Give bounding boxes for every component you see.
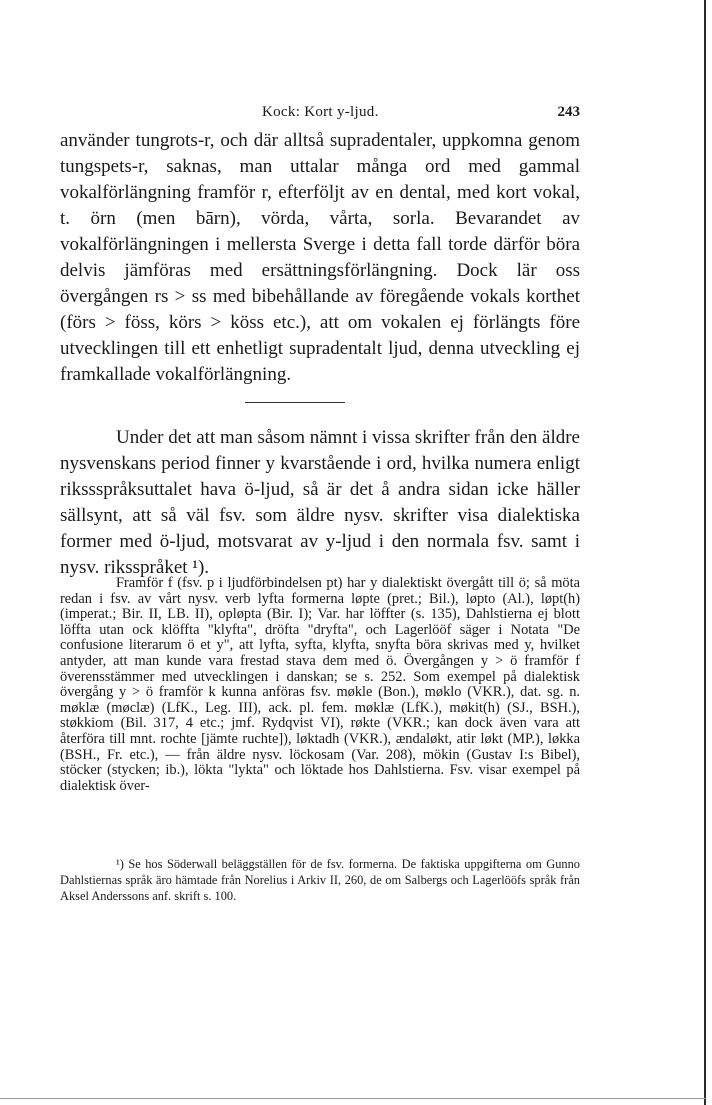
section-divider xyxy=(245,402,345,403)
footnote: ¹) Se hos Söderwall beläggställen för de fsv. formerna. De faktiska uppgifterna om Gunno Dahlstiernas språk äro hämtade från Norelius i Arkiv II, 260, de om Salbergs och Lagerlööfs språk från Aksel Anderssons anf. skrift s. 100. xyxy=(60,857,580,903)
page-header xyxy=(60,100,580,124)
page-edge xyxy=(704,0,706,1105)
paragraph-continuation: använder tungrots-r, och där alltså supradentaler, uppkomna genom tungspets-r, saknas, man uttalar många ord med gammal vokalförlängning framför r, efterföljt av en dental, med kort vokal, t. örn (men bārn), vörda, vårta, sorla. Bevarandet av vokalförlängningen i mellersta Sverge i detta fall torde därför böra delvis jämföras med ersättningsförlängning. Dock lär oss övergången rs > ss med bibehållande av föregående vokals korthet (förs > föss, körs > köss etc.), att om vokalen ej förlängts före utvecklingen till ett enhetligt supradentalt ljud, denna utveckling ej framkallade vokalförlängning. xyxy=(60,130,580,385)
page-number: 243 xyxy=(557,104,580,120)
paragraph-main: Under det att man såsom nämnt i vissa skrifter från den äldre nysvenskans period finner y kvarstående i ord, hvilka numera enligt rikssspråksuttalet hava ö-ljud, så är det å andra sidan icke häller sällsynt, att så väl fsv. som äldre nysv. skrifter visa dialektiska former med ö-ljud, motsvarat av y-ljud i den normala fsv. samt i nysv. riksspråket ¹). xyxy=(60,427,580,578)
running-head: Kock: Kort y-ljud. xyxy=(262,104,379,120)
page-edge xyxy=(0,1098,706,1099)
paragraph-small-print: Framför f (fsv. p i ljudförbindelsen pt) har y dialektiskt övergått till ö; så möta redan i fsv. av vårt nysv. verb lyfta formerna løpte (pret.; Bil.), løpto (Al.), løpt(h) (imperat.; Bir. II, LB. II), opløpta (Bir. I); Var. har löffter (s. 135), Dahlstierna ej blott löffta utan ock klöffta "klyfta", dröfta "dryfta", och Lagerlööf säger i Notata "De confusione literarum ö et y", att lyfta, syfta, klyfta, snyfta böra skrivas med y, hvilket antyder, att man kunde vara frestad stava dem med ö. Övergången y > ö framför f överensstämmer med utvecklingen i danskan; se s. 252. Som exempel på dialektisk övergång y > ö framför k kunna anföras fsv. møkle (Bon.), møklo (VKR.), dat. sg. n. møklæ (møclæ) (LfK., Leg. III), ack. pl. fem. møklæ (LfK.), møkit(h) (SJ., BSH.), støkkiom (Bil. 317, 4 etc.; jmf. Rydqvist VI), røkte (VKR.; kan dock även vara att återföra till mnt. rochte [jämte ruchte]), løktadh (VKR.), ændaløkt, atir løkt (MP.), løkka (BSH., Fr. etc.), — från äldre nysv. löckosam (Var. 208), mökin (Gustav I:s Bibel), stöcker (stycken; ib.), lökta "lykta" och löktade hos Dahlstierna. Fsv. visar exempel på dialektisk över- xyxy=(60,575,580,794)
